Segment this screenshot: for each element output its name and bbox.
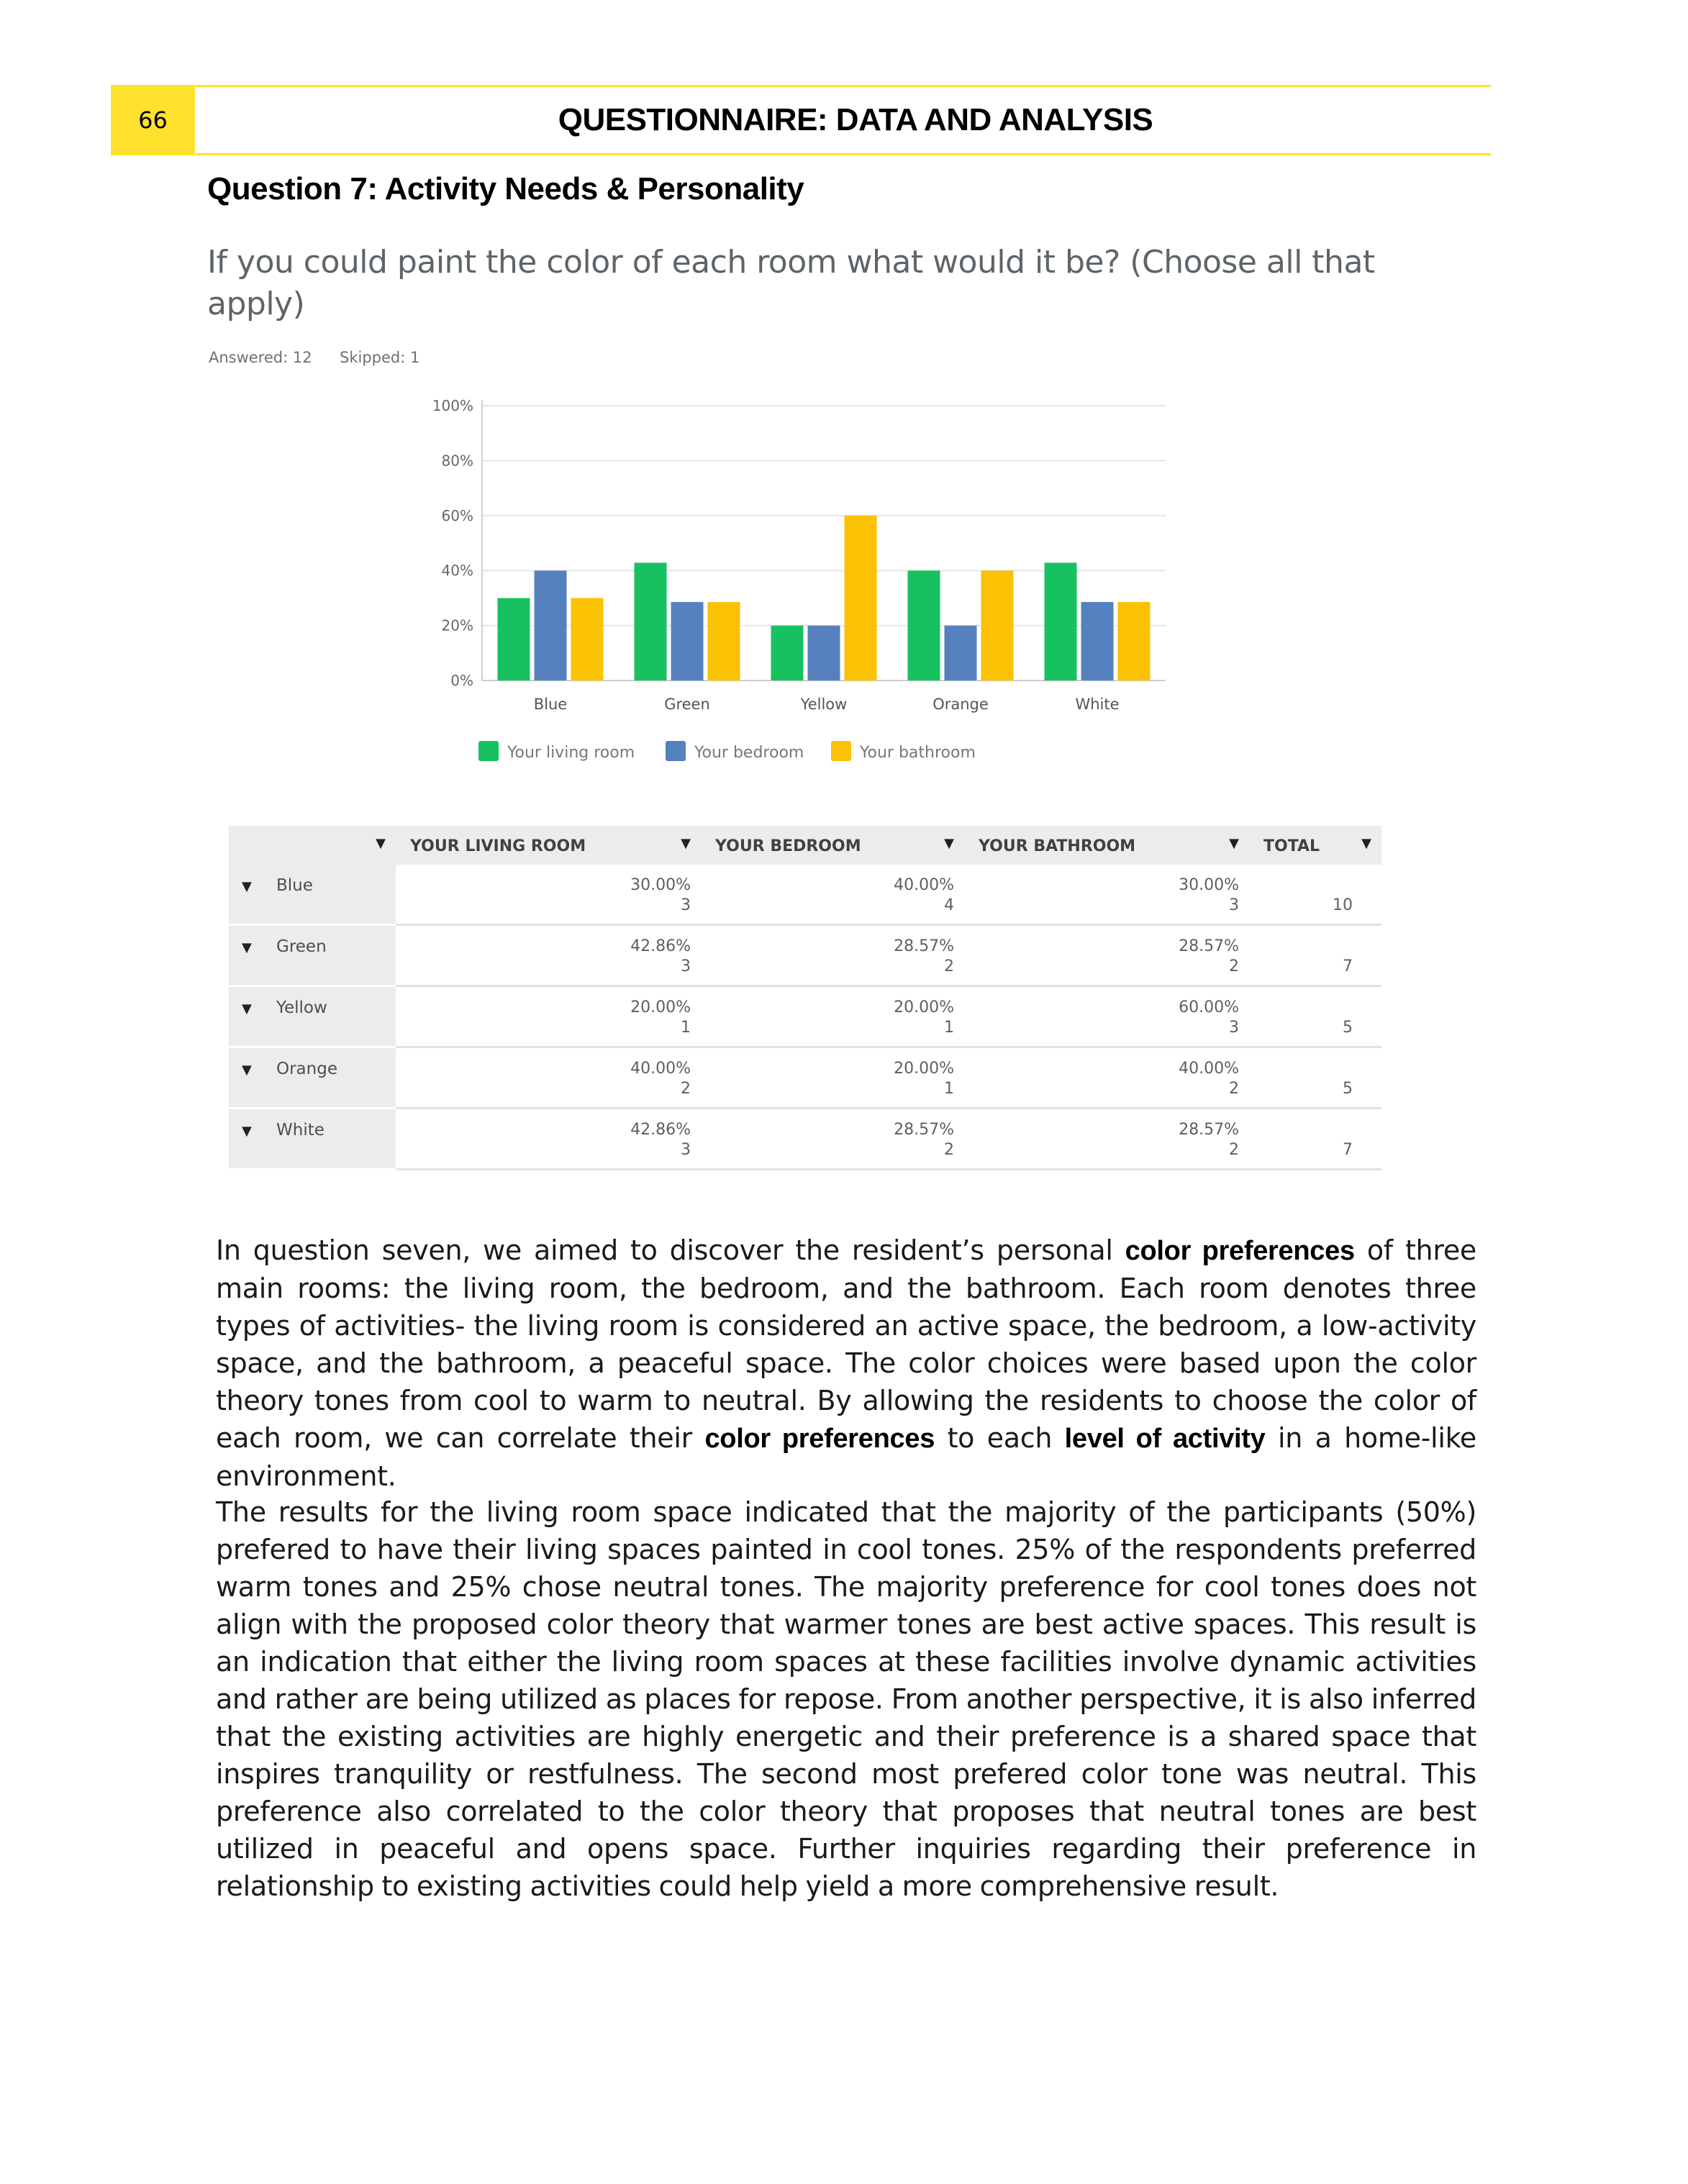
column-header[interactable] bbox=[964, 826, 1249, 865]
table-row bbox=[229, 925, 1381, 986]
paragraph-emphasis: color preferences bbox=[1125, 1236, 1355, 1266]
legend-swatch bbox=[478, 741, 499, 761]
y-tick-label: 80% bbox=[441, 452, 473, 470]
chart-legend bbox=[478, 741, 976, 762]
paragraph-emphasis: level of activity bbox=[1064, 1424, 1266, 1454]
column-header[interactable] bbox=[1249, 826, 1381, 865]
cell-percent: 40.00% bbox=[630, 1060, 691, 1078]
cell-count: 2 bbox=[1229, 1141, 1239, 1159]
bar-green-your-bathroom[interactable] bbox=[708, 602, 740, 681]
cell-percent: 28.57% bbox=[894, 1121, 954, 1139]
row-label: Orange bbox=[276, 1060, 337, 1078]
cell-count: 1 bbox=[944, 1080, 954, 1098]
cell-count: 2 bbox=[944, 957, 954, 975]
table-cell bbox=[964, 925, 1249, 986]
table-cell-total bbox=[1249, 986, 1381, 1047]
row-header[interactable] bbox=[229, 1109, 396, 1170]
table-cell bbox=[701, 865, 964, 925]
table-body bbox=[229, 865, 1381, 1170]
bar-white-your-bedroom[interactable] bbox=[1081, 602, 1114, 681]
cell-count: 3 bbox=[681, 1141, 691, 1159]
caret-down-icon[interactable]: ▼ bbox=[1361, 836, 1371, 851]
chart-bars bbox=[498, 516, 1151, 681]
x-tick-label: Blue bbox=[533, 696, 568, 713]
section-heading: Question 7: Activity Needs & Personality bbox=[207, 171, 804, 206]
cell-percent: 30.00% bbox=[1179, 876, 1239, 894]
skipped-count: Skipped: 1 bbox=[340, 349, 420, 366]
cell-percent: 20.00% bbox=[894, 1060, 954, 1078]
caret-down-icon[interactable]: ▼ bbox=[944, 836, 954, 851]
bar-yellow-your-bedroom[interactable] bbox=[808, 626, 840, 681]
table-cell bbox=[701, 1047, 964, 1109]
table-cell bbox=[701, 925, 964, 986]
table-cell bbox=[701, 1109, 964, 1170]
bar-white-your-bathroom[interactable] bbox=[1118, 602, 1151, 681]
cell-count: 3 bbox=[1229, 1019, 1239, 1037]
x-tick-label: Orange bbox=[933, 696, 989, 713]
results-table bbox=[229, 826, 1381, 1170]
bar-orange-your-bedroom[interactable] bbox=[945, 626, 977, 681]
cell-percent: 20.00% bbox=[894, 998, 954, 1016]
chart-y-ticks bbox=[432, 397, 473, 689]
column-header[interactable] bbox=[701, 826, 964, 865]
column-header[interactable] bbox=[396, 826, 701, 865]
cell-count: 4 bbox=[944, 896, 954, 914]
bar-chart bbox=[403, 388, 1223, 791]
cell-count: 2 bbox=[1229, 1080, 1239, 1098]
legend-item[interactable] bbox=[831, 741, 976, 762]
table-cell bbox=[396, 865, 701, 925]
bar-blue-your-living-room[interactable] bbox=[498, 598, 530, 681]
table-cell bbox=[396, 1109, 701, 1170]
cell-count: 2 bbox=[681, 1080, 691, 1098]
table-row bbox=[229, 986, 1381, 1047]
paragraph-results: The results for the living room space indicated that the majority of the participants (50%) prefered to have their living spaces painted in cool tones. 25% of the respondents preferred warm tones and 25% chose neutral tones. The majority preference for cool tones does not align with the proposed color theory that warmer tones are best active spaces. This result is an indication that either the living room spaces at these facilities involve dynamic activities and rather are being utilized as places for repose. From another perspective, it is also inferred that the existing activities are highly energetic and their preference is a shared space that inspires tranquility or restfulness. The second most prefered color tone was neutral. This preference also correlated to the color theory that proposes that neutral tones are best utilized in peaceful and opens space. Further inquiries regarding their preference in relationship to existing activities could help yield a more comprehensive result. bbox=[216, 1496, 1476, 1902]
cell-total: 7 bbox=[1343, 1141, 1353, 1159]
caret-down-icon[interactable]: ▼ bbox=[1229, 836, 1239, 851]
chart-x-ticks bbox=[534, 696, 1120, 713]
cell-percent: 28.57% bbox=[1179, 1121, 1239, 1139]
caret-down-icon[interactable]: ▼ bbox=[242, 1063, 252, 1078]
cell-count: 3 bbox=[1229, 896, 1239, 914]
legend-item[interactable] bbox=[666, 741, 804, 762]
table-row bbox=[229, 865, 1381, 925]
paragraph-text: In question seven, we aimed to discover the resident’s personal bbox=[216, 1234, 1125, 1266]
caret-down-icon[interactable]: ▼ bbox=[242, 1001, 252, 1016]
x-tick-label: Green bbox=[664, 696, 710, 713]
caret-down-icon[interactable]: ▼ bbox=[242, 879, 252, 894]
table-cell bbox=[964, 986, 1249, 1047]
table-cell bbox=[396, 925, 701, 986]
legend-swatch bbox=[666, 741, 686, 761]
column-header-label: YOUR BEDROOM bbox=[715, 837, 861, 855]
caret-down-icon[interactable]: ▼ bbox=[376, 836, 386, 851]
running-header bbox=[196, 85, 1491, 155]
cell-total: 5 bbox=[1343, 1019, 1353, 1037]
bar-white-your-living-room[interactable] bbox=[1045, 563, 1077, 681]
caret-down-icon[interactable]: ▼ bbox=[681, 836, 691, 851]
running-header-title: QUESTIONNAIRE: DATA AND ANALYSIS bbox=[558, 102, 1153, 137]
caret-down-icon[interactable]: ▼ bbox=[242, 1124, 252, 1139]
bar-green-your-bedroom[interactable] bbox=[671, 602, 704, 681]
question-title: If you could paint the color of each room what would it be? (Choose all that apply) bbox=[207, 244, 1375, 322]
row-header[interactable] bbox=[229, 865, 396, 925]
bar-yellow-your-bathroom[interactable] bbox=[845, 516, 877, 681]
bar-yellow-your-living-room[interactable] bbox=[771, 626, 804, 681]
table-header-row bbox=[229, 826, 1381, 865]
cell-percent: 30.00% bbox=[630, 876, 691, 894]
cell-count: 2 bbox=[944, 1141, 954, 1159]
cell-percent: 28.57% bbox=[894, 937, 954, 955]
table-cell-total bbox=[1249, 925, 1381, 986]
cell-total: 5 bbox=[1343, 1080, 1353, 1098]
paragraph-emphasis: color preferences bbox=[704, 1424, 935, 1454]
y-tick-label: 20% bbox=[441, 616, 473, 634]
legend-label: Your bedroom bbox=[694, 744, 804, 762]
table-cell-total bbox=[1249, 1109, 1381, 1170]
cell-total: 10 bbox=[1333, 896, 1353, 914]
cell-percent: 28.57% bbox=[1179, 937, 1239, 955]
header-sort-all[interactable] bbox=[229, 826, 396, 865]
y-tick-label: 0% bbox=[450, 672, 473, 689]
paragraph-text: to each bbox=[935, 1422, 1065, 1454]
y-tick-label: 40% bbox=[441, 562, 473, 580]
caret-down-icon[interactable]: ▼ bbox=[242, 940, 252, 955]
cell-total: 7 bbox=[1343, 957, 1353, 975]
table-cell-total bbox=[1249, 1047, 1381, 1109]
page-number bbox=[111, 85, 195, 155]
table-cell bbox=[701, 986, 964, 1047]
bar-blue-your-bathroom[interactable] bbox=[571, 598, 604, 681]
column-header-label: TOTAL bbox=[1263, 837, 1320, 855]
row-header[interactable] bbox=[229, 925, 396, 986]
legend-swatch bbox=[831, 741, 851, 761]
paragraph-text: in a home-like environment. bbox=[216, 1422, 1477, 1492]
row-label: Yellow bbox=[276, 998, 327, 1017]
bar-orange-your-living-room[interactable] bbox=[908, 570, 940, 681]
cell-percent: 42.86% bbox=[630, 1121, 691, 1139]
cell-count: 3 bbox=[681, 896, 691, 914]
cell-percent: 40.00% bbox=[1179, 1060, 1239, 1078]
row-header[interactable] bbox=[229, 1047, 396, 1109]
y-tick-label: 60% bbox=[441, 506, 473, 524]
cell-percent: 42.86% bbox=[630, 937, 691, 955]
bar-blue-your-bedroom[interactable] bbox=[535, 570, 567, 681]
bar-green-your-living-room[interactable] bbox=[635, 563, 667, 681]
table-row bbox=[229, 1109, 1381, 1170]
answered-count: Answered: 12 bbox=[209, 349, 312, 366]
column-header-label: YOUR BATHROOM bbox=[979, 837, 1136, 855]
row-label: White bbox=[276, 1121, 325, 1139]
cell-percent: 40.00% bbox=[894, 876, 954, 894]
paragraph-intro bbox=[216, 1232, 1476, 1495]
x-tick-label: Yellow bbox=[800, 696, 848, 713]
cell-percent: 60.00% bbox=[1179, 998, 1239, 1016]
table-row bbox=[229, 1047, 1381, 1109]
cell-count: 1 bbox=[944, 1019, 954, 1037]
legend-label: Your bathroom bbox=[860, 744, 976, 762]
table-cell bbox=[964, 1047, 1249, 1109]
paragraph-text: of three main rooms: the living room, the bedroom, and the bathroom. Each room denotes three types of activities- the living room is considered an active space, the bedroom, a low-activity space, and the bathroom, a peaceful space. The color choices were based upon the color theory tones from cool to warm to neutral. By allowing the residents to choose the color of each room, we can correlate their bbox=[216, 1234, 1476, 1454]
legend-item[interactable] bbox=[478, 741, 635, 762]
page-number-text: 66 bbox=[138, 106, 168, 134]
cell-count: 2 bbox=[1229, 957, 1239, 975]
row-label: Green bbox=[276, 937, 327, 956]
legend-label: Your living room bbox=[507, 744, 635, 762]
table-cell bbox=[396, 986, 701, 1047]
x-tick-label: White bbox=[1075, 696, 1120, 713]
cell-count: 1 bbox=[681, 1019, 691, 1037]
table-cell bbox=[964, 1109, 1249, 1170]
cell-percent: 20.00% bbox=[630, 998, 691, 1016]
column-header-label: YOUR LIVING ROOM bbox=[410, 837, 586, 855]
cell-count: 3 bbox=[681, 957, 691, 975]
y-tick-label: 100% bbox=[432, 397, 473, 414]
table-cell bbox=[396, 1047, 701, 1109]
table-cell-total bbox=[1249, 865, 1381, 925]
row-header[interactable] bbox=[229, 986, 396, 1047]
table-cell bbox=[964, 865, 1249, 925]
row-label: Blue bbox=[276, 876, 313, 895]
bar-orange-your-bathroom[interactable] bbox=[981, 570, 1014, 681]
